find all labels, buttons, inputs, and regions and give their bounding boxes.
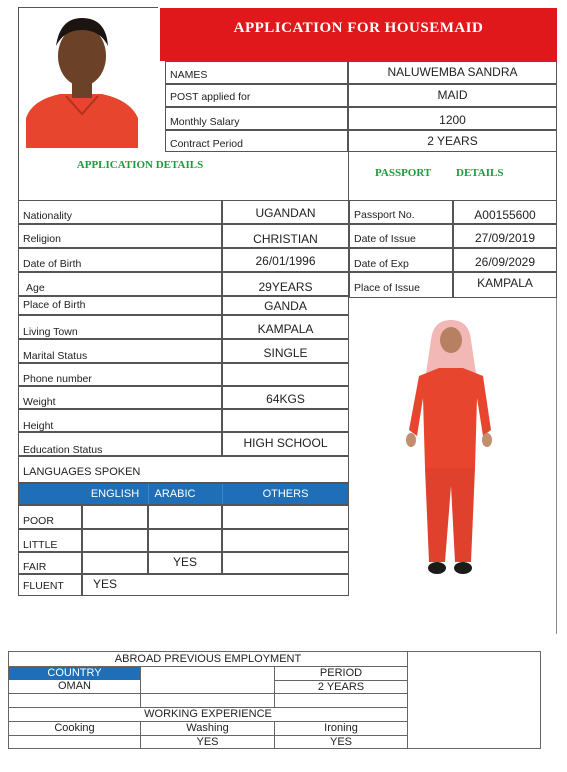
lang-header-divider-2 — [222, 484, 223, 504]
page-right-border — [556, 298, 557, 634]
detail-label-age: Age — [18, 272, 222, 296]
detail-value-dob: 26/01/1996 — [222, 248, 349, 272]
summary-label-post: POST applied for — [165, 84, 348, 107]
lang-level-little: LITTLE — [18, 529, 82, 552]
detail-value-age: 29YEARS — [222, 272, 349, 296]
lang-level-fluent: FLUENT — [18, 574, 82, 596]
detail-label-marital-status: Marital Status — [18, 339, 222, 363]
skill-cooking: Cooking — [54, 722, 95, 734]
country-header: COUNTRY — [9, 667, 140, 680]
employment-title: ABROAD PREVIOUS EMPLOYMENT — [114, 653, 302, 665]
country-col-line — [140, 667, 141, 707]
passport-value-expiry: 26/09/2029 — [453, 248, 557, 272]
summary-value-names: NALUWEMBA SANDRA — [348, 61, 557, 84]
lang-level-poor: POOR — [18, 505, 82, 529]
detail-value-living-town: KAMPALA — [222, 315, 349, 339]
detail-label-education: Education Status — [18, 432, 222, 456]
detail-value-phone — [222, 363, 349, 386]
skill-ironing-value: YES — [329, 736, 352, 748]
passport-label-number: Passport No. — [349, 200, 453, 224]
portrait-photo — [22, 8, 140, 148]
detail-label-dob: Date of Birth — [18, 248, 222, 272]
lang-header-others: OTHERS — [262, 488, 309, 500]
lang-fair-arabic: YES — [148, 552, 222, 574]
languages-title: LANGUAGES SPOKEN — [18, 456, 349, 483]
application-details-heading: APPLICATION DETAILS — [76, 159, 204, 171]
skill-col-line-1 — [140, 721, 141, 749]
passport-label-expiry: Date of Exp — [349, 248, 453, 272]
employment-row-line — [8, 693, 408, 694]
skill-ironing: Ironing — [324, 722, 358, 734]
full-body-photo — [395, 318, 505, 580]
detail-label-place-of-birth: Place of Birth — [18, 296, 222, 315]
summary-value-salary: 1200 — [348, 107, 557, 130]
lang-poor-english — [82, 505, 148, 529]
lang-header-arabic: ARABIC — [154, 488, 196, 500]
passport-value-issue: 27/09/2019 — [453, 224, 557, 248]
detail-value-nationality: UGANDAN — [222, 200, 349, 224]
summary-value-post: MAID — [348, 84, 557, 107]
detail-label-height: Height — [18, 409, 222, 432]
lang-header-divider-1 — [148, 484, 149, 504]
detail-label-religion: Religion — [18, 224, 222, 248]
lang-fair-english — [82, 552, 148, 574]
lang-little-arabic — [148, 529, 222, 552]
passport-value-number: A00155600 — [453, 200, 557, 224]
lang-fluent-english: YES — [82, 574, 349, 596]
skill-washing-value: YES — [196, 736, 219, 748]
detail-value-religion: CHRISTIAN — [222, 224, 349, 248]
period-header: PERIOD — [319, 667, 363, 679]
detail-label-living-town: Living Town — [18, 315, 222, 339]
detail-value-weight: 64KGS — [222, 386, 349, 409]
summary-value-contract: 2 YEARS — [348, 130, 557, 152]
summary-label-salary: Monthly Salary — [165, 107, 348, 130]
lang-header-english: ENGLISH — [90, 488, 140, 500]
period-value: 2 YEARS — [317, 681, 365, 693]
lang-poor-arabic — [148, 505, 222, 529]
detail-value-height — [222, 409, 349, 432]
lang-little-others — [222, 529, 349, 552]
lang-little-english — [82, 529, 148, 552]
country-value: OMAN — [58, 680, 91, 692]
passport-value-place: KAMPALA — [453, 272, 557, 298]
detail-label-phone: Phone number — [18, 363, 222, 386]
lang-level-fair: FAIR — [18, 552, 82, 574]
experience-title: WORKING EXPERIENCE — [144, 708, 272, 720]
lang-poor-others — [222, 505, 349, 529]
page-title: APPLICATION FOR HOUSEMAID — [233, 20, 484, 36]
skill-col-line-2 — [274, 721, 275, 749]
skill-washing: Washing — [186, 722, 229, 734]
summary-label-names: NAMES — [165, 61, 348, 84]
section-divider — [348, 152, 349, 200]
detail-label-weight: Weight — [18, 386, 222, 409]
passport-label-place: Place of Issue — [349, 272, 453, 298]
passport-label-issue: Date of Issue — [349, 224, 453, 248]
summary-label-contract: Contract Period — [165, 130, 348, 152]
detail-value-marital-status: SINGLE — [222, 339, 349, 363]
detail-value-education: HIGH SCHOOL — [222, 432, 349, 456]
detail-value-place-of-birth: GANDA — [222, 296, 349, 315]
passport-details-heading: DETAILS — [456, 167, 504, 179]
detail-label-nationality: Nationality — [18, 200, 222, 224]
lang-fair-others — [222, 552, 349, 574]
passport-heading: PASSPORT — [375, 167, 432, 179]
